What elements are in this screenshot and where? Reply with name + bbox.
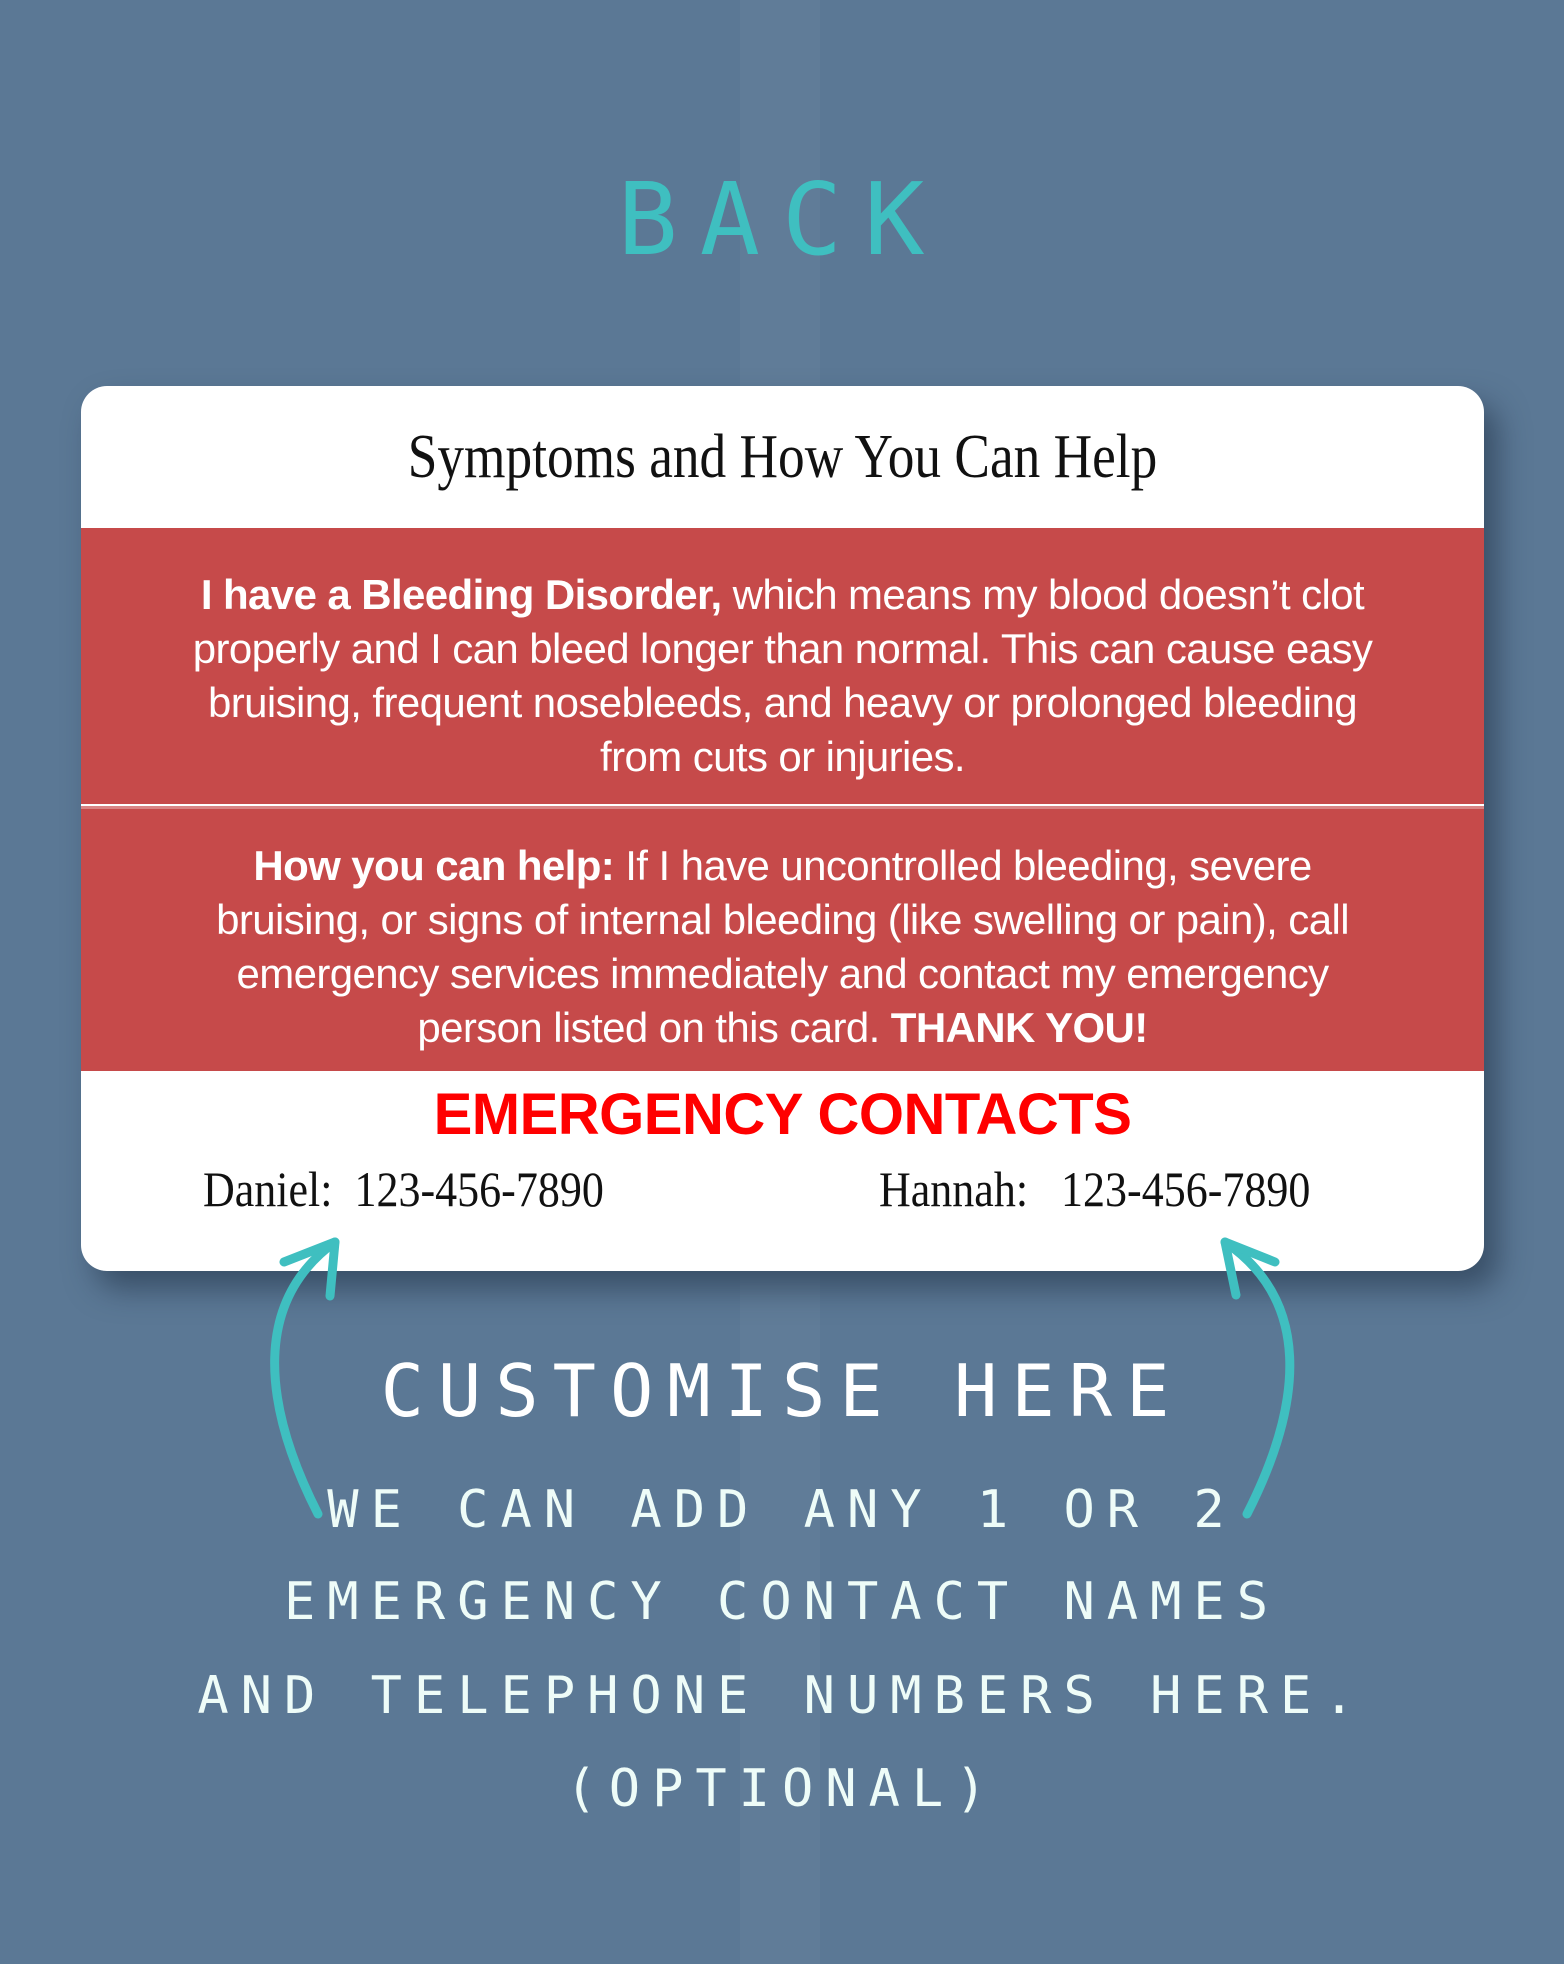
customise-line-4: (OPTIONAL) (565, 1759, 999, 1819)
condition-bold: I have a Bleeding Disorder, (200, 571, 722, 618)
help-text: If I have uncontrolled bleeding, severe bruising, or signs of internal bleeding (like swelling or pain), call emergency services immediately and contact my emergency person listed on this card. (216, 842, 1349, 1051)
back-heading: BACK (617, 161, 947, 278)
thank-you: THANK YOU! (890, 1004, 1148, 1051)
customise-title: CUSTOMISE HERE (380, 1349, 1184, 1433)
customise-line-2: EMERGENCY CONTACT NAMES (283, 1572, 1281, 1632)
help-bold: How you can help: (253, 842, 615, 889)
contact-1: Daniel: 123-456-7890 (203, 1161, 604, 1217)
customise-line-3: AND TELEPHONE NUMBERS HERE. (197, 1666, 1367, 1726)
emergency-contacts-heading: EMERGENCY CONTACTS (433, 1082, 1132, 1147)
condition-text: which means my blood doesn’t clot properly and I can bleed longer than normal. This can cause easy bruising, frequent nosebleeds, and heavy or prolonged bleeding from cuts or injuries. (192, 571, 1373, 780)
contact-2: Hannah: 123-456-7890 (879, 1161, 1311, 1217)
card-title: Symptoms and How You Can Help (407, 423, 1158, 491)
customise-line-1: WE CAN ADD ANY 1 OR 2 (327, 1480, 1237, 1540)
